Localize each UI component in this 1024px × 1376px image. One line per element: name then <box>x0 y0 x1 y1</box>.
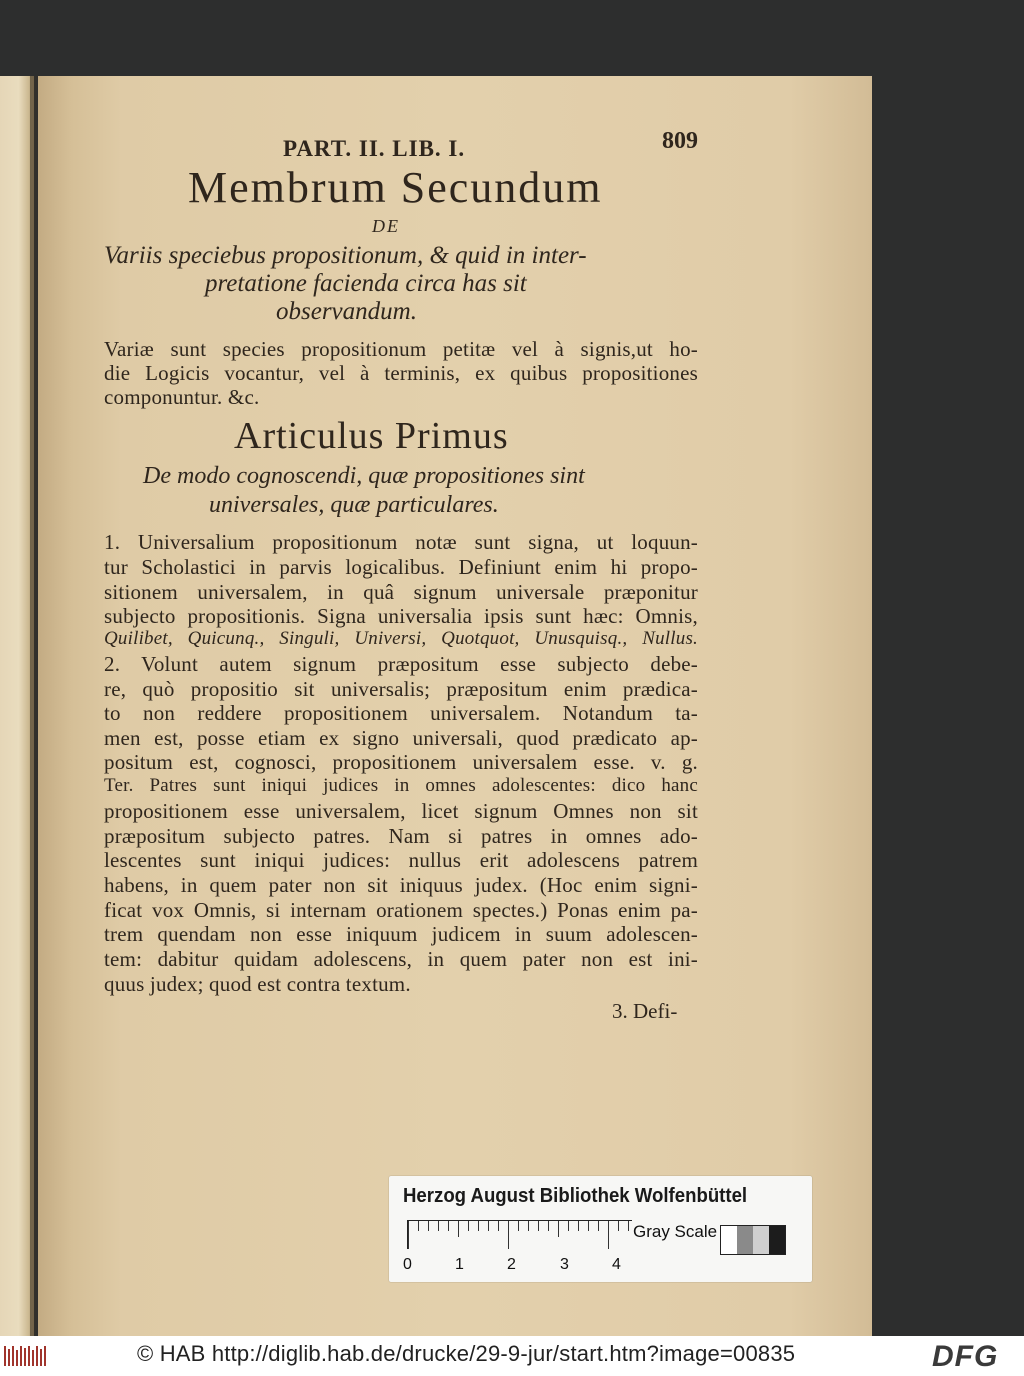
left-page-edge <box>0 76 34 1338</box>
paragraph-line: lescentes sunt iniqui judices: nullus erit adolescens patrem <box>104 848 698 872</box>
paragraph-line: positum est, cognosci, propositionem universalem esse. v. g. <box>104 750 698 774</box>
ruler-number: 4 <box>612 1256 621 1273</box>
source-link[interactable]: © HAB http://diglib.hab.de/drucke/29-9-jur/start.htm?image=00835 <box>137 1341 796 1366</box>
article-subtitle-line: De modo cognoscendi, quæ propositiones sint <box>143 463 585 489</box>
ruler-icon <box>407 1220 632 1249</box>
dfg-logo: DFG <box>932 1340 999 1373</box>
paragraph-line: Quilibet, Quicunq., Singuli, Universi, Quotquot, Unusquisq., Nullus. <box>104 628 698 649</box>
gray-scale-label: Gray Scale <box>633 1222 718 1241</box>
paragraph-line: 2. Volunt autem signum præpositum esse subjecto debe- <box>104 652 698 676</box>
article-title: Articulus Primus <box>234 415 509 457</box>
gray-swatch <box>753 1226 769 1254</box>
paragraph-line: re, quò propositio sit universalis; præpositum enim prædica- <box>104 677 698 701</box>
intro-line: componuntur. &c. <box>104 385 260 409</box>
paragraph-line: to non reddere propositionem universalem. Notandum ta- <box>104 701 698 725</box>
paragraph-line: propositionem esse universalem, licet signum Omnes non sit <box>104 799 698 823</box>
ruler-number: 3 <box>560 1256 569 1273</box>
intro-line: die Logicis vocantur, vel à terminis, ex quibus propositiones <box>104 361 698 385</box>
paragraph-line: 1. Universalium propositionum notæ sunt signa, ut loquun- <box>104 530 698 554</box>
paragraph-line: ficat vox Omnis, si internam orationem spectes.) Ponas enim pa- <box>104 898 698 922</box>
paragraph-line: quus judex; quod est contra textum. <box>104 972 411 996</box>
gray-scale-swatches <box>720 1225 786 1255</box>
section-title: Membrum Secundum <box>188 163 603 212</box>
hab-barcode-logo-icon <box>4 1344 46 1368</box>
gray-swatch <box>769 1226 785 1254</box>
section-subtitle-line: observandum. <box>276 298 417 325</box>
paragraph-line: subjecto propositionis. Signa universalia ipsis sunt hæc: Omnis, <box>104 604 698 628</box>
article-subtitle-line: universales, quæ particulares. <box>209 492 499 518</box>
paragraph-line: habens, in quem pater non sit iniquus judex. (Hoc enim signi- <box>104 873 698 897</box>
color-scale-card <box>389 1176 812 1282</box>
paragraph-line: Ter. Patres sunt iniqui judices in omnes adolescentes: dico hanc <box>104 775 698 796</box>
paragraph-line: sitionem universalem, in quâ signum universale præponitur <box>104 580 698 604</box>
paragraph-line: men est, posse etiam ex signo universali, quod prædicato ap- <box>104 726 698 750</box>
page-number: 809 <box>662 128 698 154</box>
library-name: Herzog August Bibliothek Wolfenbüttel <box>403 1185 748 1207</box>
gray-swatch <box>721 1226 737 1254</box>
ruler-number: 0 <box>403 1256 412 1273</box>
section-subtitle-line: Variis speciebus propositionum, & quid in inter- <box>104 242 587 269</box>
ruler-number: 1 <box>455 1256 464 1273</box>
paragraph-line: trem quendam non esse iniquum judicem in suum adolescen- <box>104 922 698 946</box>
catchword: 3. Defi- <box>612 999 678 1023</box>
section-subtitle-line: pretatione facienda circa has sit <box>205 270 527 297</box>
paragraph-line: præpositum subjecto patres. Nam si patres in omnes ado- <box>104 824 698 848</box>
paragraph-line: tur Scholastici in parvis logicalibus. Definiunt enim hi propo- <box>104 555 698 579</box>
gray-swatch <box>737 1226 753 1254</box>
intro-line: Variæ sunt species propositionum petitæ vel à signis,ut ho- <box>104 337 698 361</box>
running-head: PART. II. LIB. I. <box>283 136 466 161</box>
ruler-number: 2 <box>507 1256 516 1273</box>
paragraph-line: tem: dabitur quidam adolescens, in quem pater non est ini- <box>104 947 698 971</box>
footer-bar <box>0 1336 1024 1376</box>
section-de-line: DE <box>372 216 400 236</box>
